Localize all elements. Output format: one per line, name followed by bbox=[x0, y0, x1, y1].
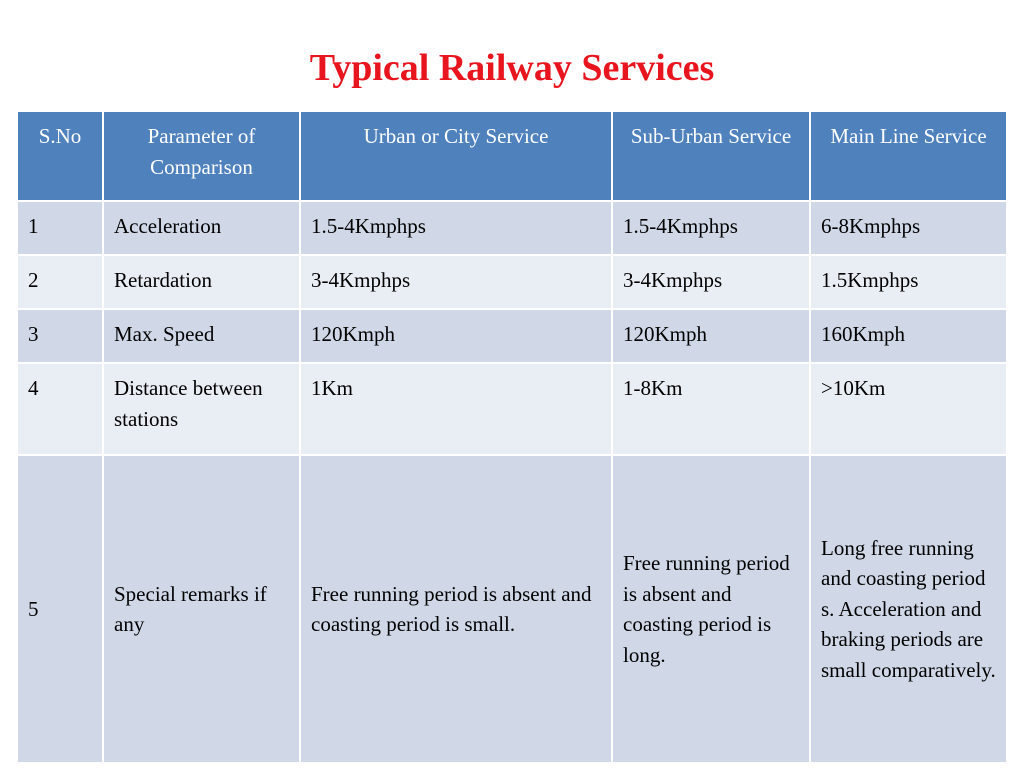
cell-main-line: >10Km bbox=[810, 363, 1007, 455]
cell-sno: 1 bbox=[17, 201, 103, 255]
cell-main-line: 160Kmph bbox=[810, 309, 1007, 363]
slide-title: Typical Railway Services bbox=[309, 47, 715, 89]
cell-suburban: 3-4Kmphps bbox=[612, 255, 810, 309]
table-row bbox=[17, 455, 1007, 763]
header-main-line-service: Main Line Service bbox=[810, 111, 1007, 201]
cell-suburban: 120Kmph bbox=[612, 309, 810, 363]
header-urban-service: Urban or City Service bbox=[300, 111, 612, 201]
cell-parameter: Acceleration bbox=[103, 201, 300, 255]
cell-suburban: 1.5-4Kmphps bbox=[612, 201, 810, 255]
cell-sno: 5 bbox=[17, 455, 103, 763]
cell-parameter: Special remarks if any bbox=[103, 455, 300, 763]
cell-sno: 2 bbox=[17, 255, 103, 309]
header-sno: S.No bbox=[17, 111, 103, 201]
cell-main-line: Long free running and coasting period s. Acceleration and braking periods are small comparatively. bbox=[810, 455, 1007, 763]
cell-main-line: 1.5Kmphps bbox=[810, 255, 1007, 309]
cell-main-line: 6-8Kmphps bbox=[810, 201, 1007, 255]
cell-suburban: Free running period is absent and coasting period is long. bbox=[612, 455, 810, 763]
railway-services-table bbox=[16, 110, 1008, 764]
table-row bbox=[17, 201, 1007, 255]
cell-urban: 120Kmph bbox=[300, 309, 612, 363]
cell-parameter: Distance between stations bbox=[103, 363, 300, 455]
cell-sno: 3 bbox=[17, 309, 103, 363]
cell-parameter: Retardation bbox=[103, 255, 300, 309]
header-parameter: Parameter of Comparison bbox=[103, 111, 300, 201]
table-row bbox=[17, 309, 1007, 363]
cell-urban: 1Km bbox=[300, 363, 612, 455]
header-suburban-service: Sub-Urban Service bbox=[612, 111, 810, 201]
cell-parameter: Max. Speed bbox=[103, 309, 300, 363]
cell-sno: 4 bbox=[17, 363, 103, 455]
cell-suburban: 1-8Km bbox=[612, 363, 810, 455]
cell-urban: Free running period is absent and coasting period is small. bbox=[300, 455, 612, 763]
table-row bbox=[17, 255, 1007, 309]
table-header-row bbox=[17, 111, 1007, 201]
cell-urban: 3-4Kmphps bbox=[300, 255, 612, 309]
cell-urban: 1.5-4Kmphps bbox=[300, 201, 612, 255]
table-row bbox=[17, 363, 1007, 455]
